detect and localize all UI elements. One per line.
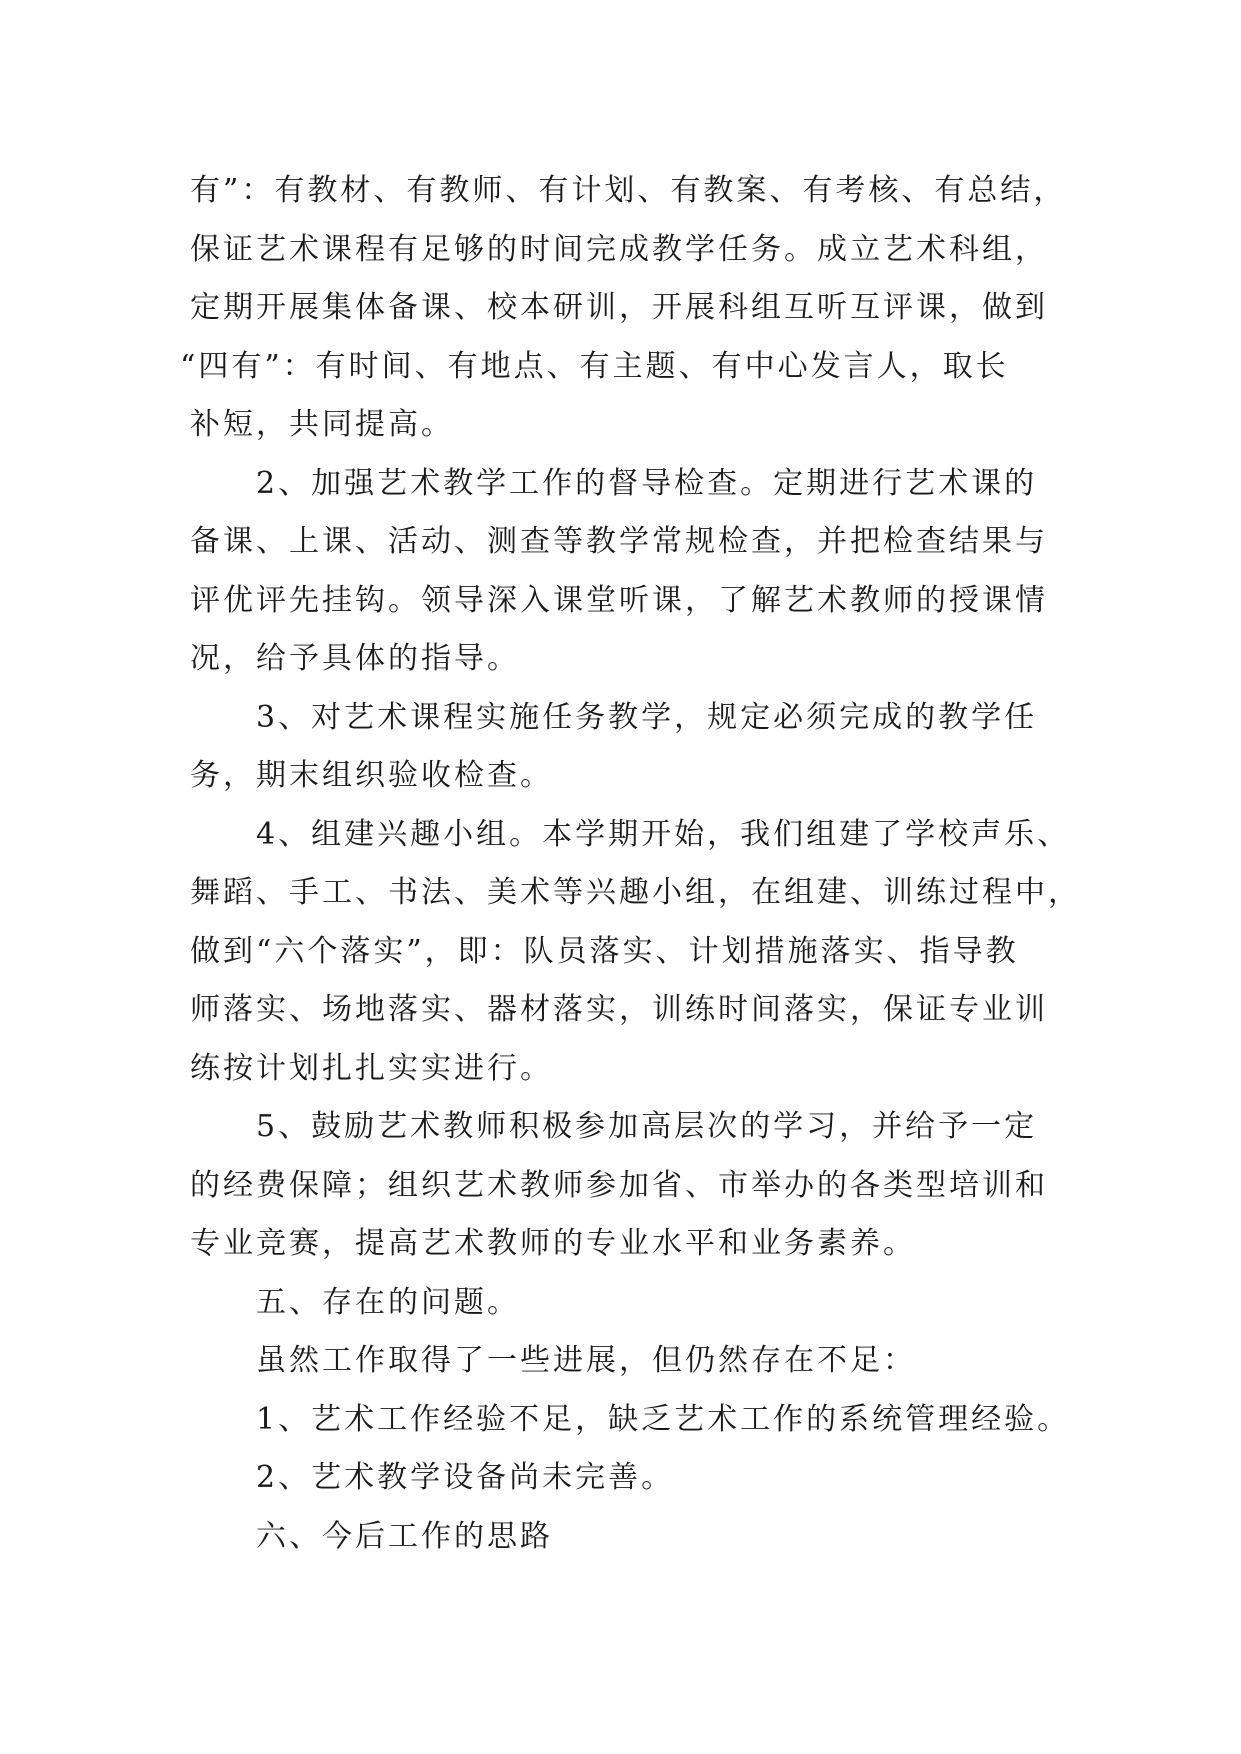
text-line: 有”：有教材、有教师、有计划、有教案、有考核、有总结，: [190, 173, 1067, 208]
body-text: [180, 162, 1081, 1566]
text-line: 练按计划扎扎实实进行。: [190, 1050, 553, 1086]
section-heading: 五、存在的问题。: [256, 1284, 520, 1320]
text-line: 的经费保障；组织艺术教师参加省、市举办的各类型培训和: [190, 1167, 1048, 1203]
paragraph-start-line: 虽然工作取得了一些进展，但仍然存在不足：: [256, 1343, 916, 1378]
list-item: 1、艺术工作经验不足，缺乏艺术工作的系统管理经验。: [256, 1401, 1071, 1437]
text-line: 舞蹈、手工、书法、美术等兴趣小组，在组建、训练过程中，: [190, 875, 1081, 910]
text-line: 备课、上课、活动、测查等教学常规检查，并把检查结果与: [190, 524, 1048, 559]
paragraph-start-line: 5、鼓励艺术教师积极参加高层次的学习，并给予一定: [256, 1109, 1038, 1144]
text-line: 师落实、场地落实、器材落实，训练时间落实，保证专业训: [190, 992, 1048, 1027]
text-line: 补短，共同提高。: [190, 407, 454, 442]
text-line: 保证艺术课程有足够的时间完成教学任务。成立艺术科组，: [190, 231, 1048, 267]
text-line: 专业竞赛，提高艺术教师的专业水平和业务素养。: [190, 1226, 916, 1261]
section-heading: 六、今后工作的思路: [256, 1518, 553, 1554]
paragraph-start-line: 2、加强艺术教学工作的督导检查。定期进行艺术课的: [256, 465, 1038, 501]
list-item: 2、艺术教学设备尚未完善。: [256, 1460, 675, 1495]
text-line: “四有”：有时间、有地点、有主题、有中心发言人，取长: [180, 348, 1009, 384]
text-line: 定期开展集体备课、校本研训，开展科组互听互评课，做到: [190, 290, 1048, 325]
text-line: 务，期末组织验收检查。: [190, 758, 553, 793]
text-line: 做到“六个落实”，即：队员落实、计划措施落实、指导教: [190, 933, 1019, 969]
text-line: 评优评先挂钩。领导深入课堂听课，了解艺术教师的授课情: [190, 582, 1048, 618]
paragraph-start-line: 3、对艺术课程实施任务教学，规定必须完成的教学任: [256, 699, 1038, 735]
paragraph-start-line: 4、组建兴趣小组。本学期开始，我们组建了学校声乐、: [256, 816, 1071, 852]
text-line: 况，给予具体的指导。: [190, 641, 520, 676]
